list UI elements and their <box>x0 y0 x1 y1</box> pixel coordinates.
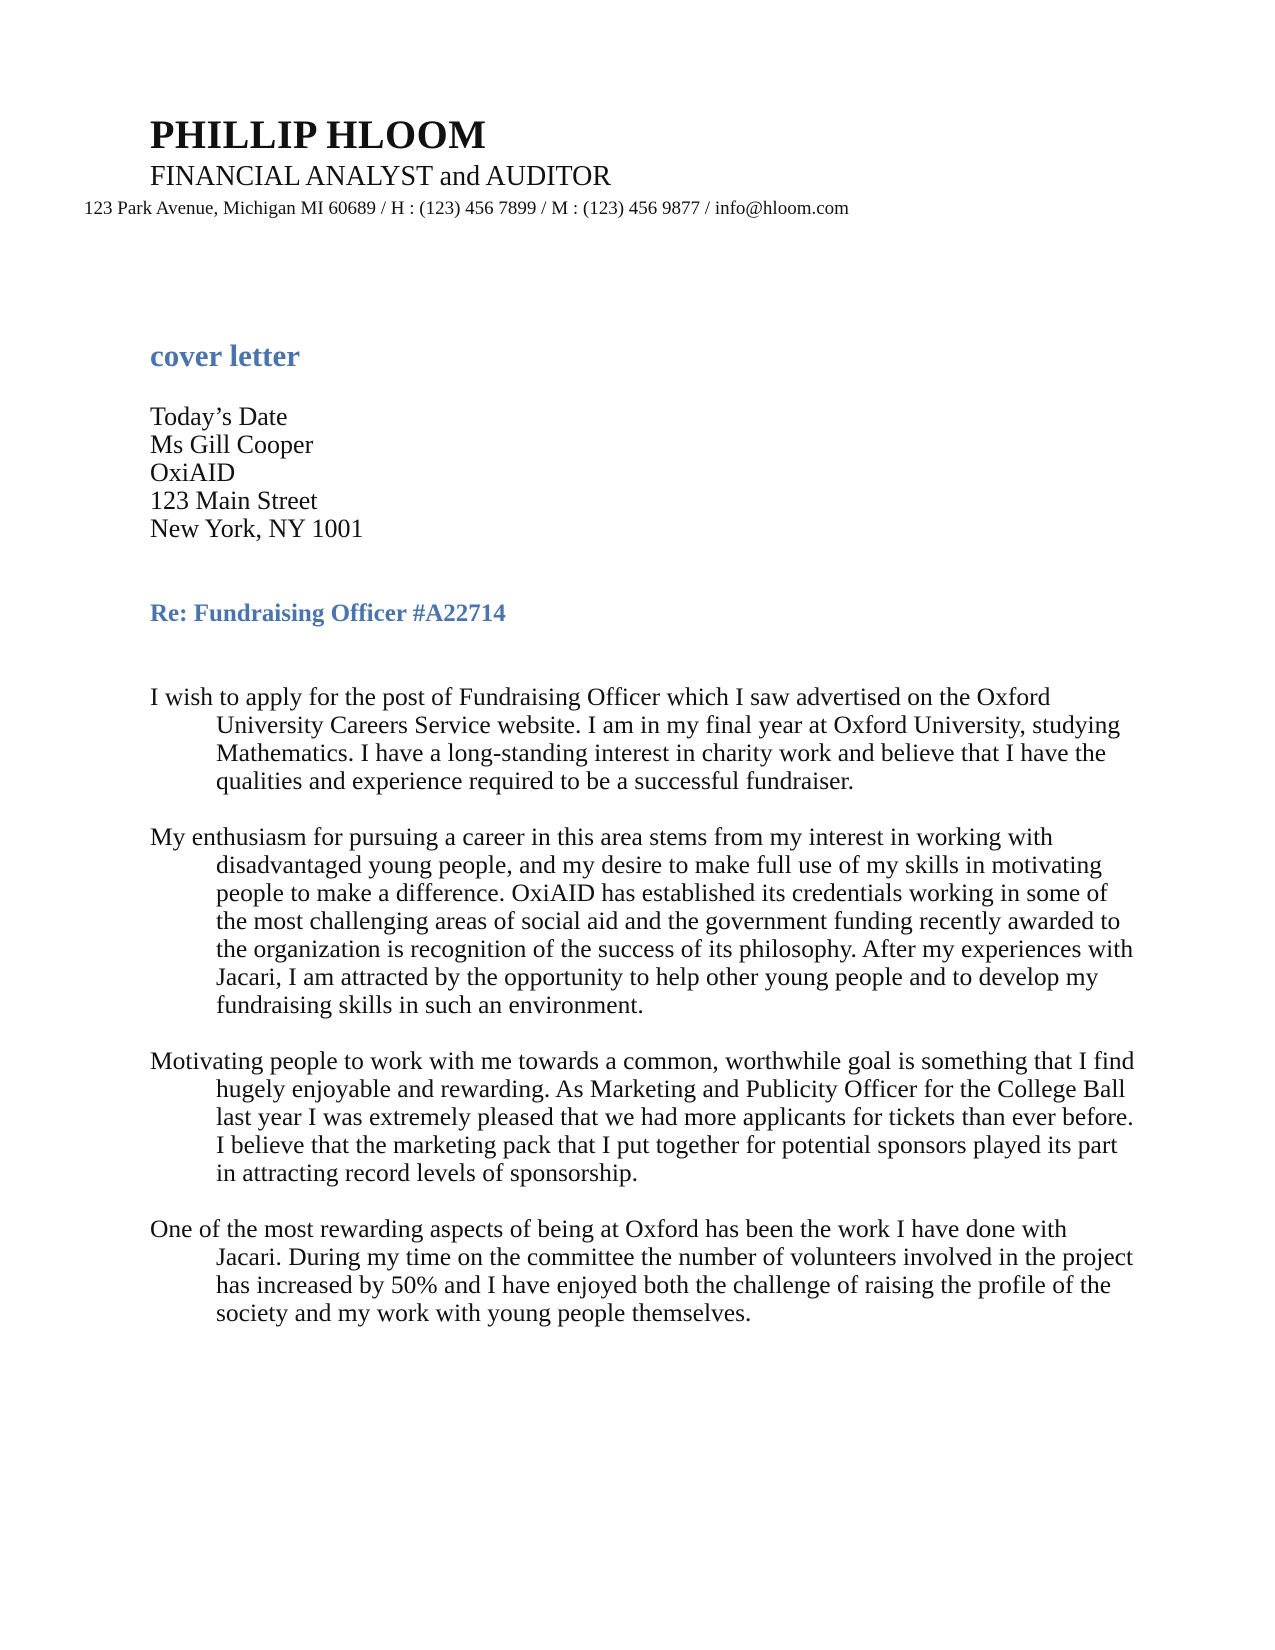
letter-date: Today’s Date <box>150 402 288 431</box>
recipient-address <box>150 403 364 543</box>
applicant-title: FINANCIAL ANALYST and AUDITOR <box>150 161 612 192</box>
letter-body <box>150 683 1135 1355</box>
body-paragraph: My enthusiasm for pursuing a career in this area stems from my interest in working with disadvantaged young people, and my desire to make full use of my skills in motivating people to make a difference. OxiAID has established its credentials working in some of the most challenging areas of social aid and the government funding recently awarded to the organization is recognition of the success of its philosophy. After my experiences with Jacari, I am attracted by the opportunity to help other young people and to develop my fundraising skills in such an environment. <box>150 822 1134 1019</box>
subject-line: Re: Fundraising Officer #A22714 <box>150 600 506 627</box>
recipient-name: Ms Gill Cooper <box>150 430 314 459</box>
recipient-company: OxiAID <box>150 458 236 487</box>
body-paragraph: One of the most rewarding aspects of being at Oxford has been the work I have done with Jacari. During my time on the committee the number of volunteers involved in the project has increased by 50% and I have enjoyed both the challenge of raising the profile of the society and my work with young people themselves. <box>150 1214 1134 1327</box>
applicant-name: PHILLIP HLOOM <box>150 112 487 157</box>
recipient-city: New York, NY 1001 <box>150 514 364 543</box>
recipient-street: 123 Main Street <box>150 486 318 515</box>
section-heading: cover letter <box>150 338 301 373</box>
body-paragraph: I wish to apply for the post of Fundraising Officer which I saw advertised on the Oxford University Careers Service website. I am in my final year at Oxford University, studying Mathematics. I have a long-standing interest in charity work and believe that I have the qualities and experience required to be a successful fundraiser. <box>150 682 1121 795</box>
contact-line: 123 Park Avenue, Michigan MI 60689 / H : (123) 456 7899 / M : (123) 456 9877 / info@hloom.com <box>84 198 849 219</box>
body-paragraph: Motivating people to work with me towards a common, worthwhile goal is something that I find hugely enjoyable and rewarding. As Marketing and Publicity Officer for the College Ball last year I was extremely pleased that we had more applicants for tickets than ever before. I believe that the marketing pack that I put together for potential sponsors played its part in attracting record levels of sponsorship. <box>150 1046 1135 1187</box>
